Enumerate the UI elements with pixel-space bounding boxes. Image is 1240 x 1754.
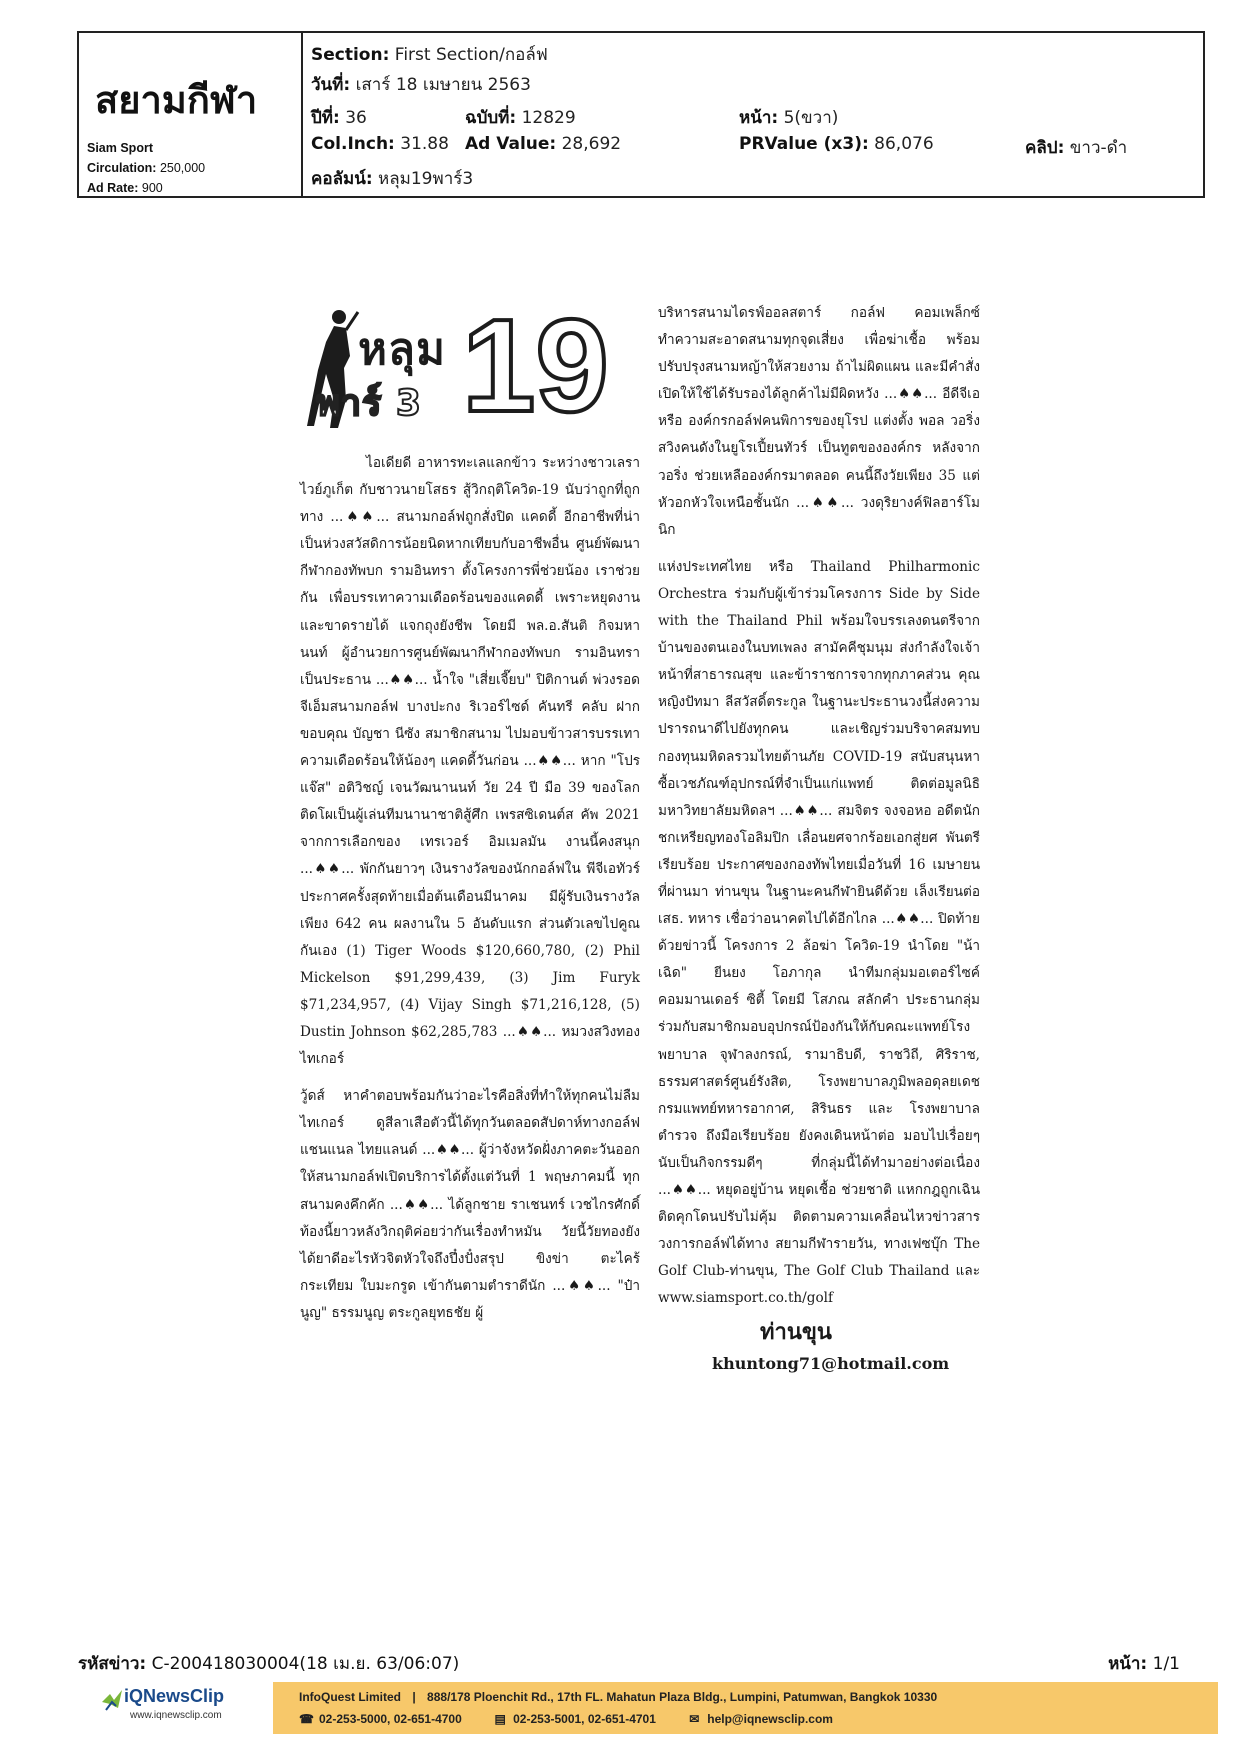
paragraph: วู้ดส์ หาคำตอบพร้อมกันว่าอะไรคือสิ่งที่ทำให้ทุกคนไม่ลืมไทเกอร์ ดูสีลาเสือตัวนี้ได้ทุกวันตลอดสัปดาห์ทางกอล์ฟแชนแนล ไทยแลนด์ ...♠♠... ผู้ว่าจังหวัดฝั่งภาคตะวันออก ให้สนามกอล์ฟเปิดบริการได้ตั้งแต่วันที่ 1 พฤษภาคมนี้ ทุกสนามคงคึกคัก ...♠♠... ได้ลูกชาย ราเชนทร์ เวชไกรศักดิ์ ท้องนี้ยาวหลังวิกฤติค่อยว่ากันเรื่องทำหมัน วัยนี้วัยทองยังได้ยาดีอะไรหัวจิตหัวใจถึงปึ๋งปั๋งสรุป ขิงข่า ตะไคร้ กระเทียม ใบมะกรูด เข้ากันตามตำราดีนัก ...♠♠... "ป๋านูญ" ธรรมนูญ ตระกูลยุทธชัย ผู้ <box>300 1088 640 1321</box>
article-column-left <box>300 450 640 1327</box>
column-logo <box>304 292 609 439</box>
prvalue-field: PRValue (x3): 86,076 <box>739 134 934 154</box>
column-field: คอลัมน์: หลุม19พาร์3 <box>311 169 474 189</box>
clip-field: คลิป: ขาว-ดำ <box>1025 138 1128 158</box>
address: 888/178 Ploenchit Rd., 17th FL. Mahatun Plaza Bldg., Lumpini, Patumwan, Bangkok 10330 <box>427 1690 938 1704</box>
brand-mark-icon <box>100 1688 124 1712</box>
logo-word-hole: หลุม <box>358 324 446 375</box>
paragraph: บริหารสนามไดรฟ์ออลสตาร์ กอล์ฟ คอมเพล็กซ์ ทำความสะอาดสนามทุกจุดเสี่ยง เพื่อฆ่าเชื้อ พร้อมปรับปรุงสนามหญ้าให้สวยงาม ถ้าไม่ผิดแผน และมีคำสั่งเปิดให้ใช้ได้รับรองได้ลูกค้าไม่มีผิดหวัง ...♠♠... อีดีจีเอ หรือ องค์กรกอล์ฟคนพิการของยุโรป แต่งตั้ง พอล วอริ่ง สวิงคนดังในยูโรเปี้ยนทัวร์ เป็นทูตขององค์กร หลังจาก วอริ่ง ช่วยเหลือองค์กรมาตลอด คนนี้ถึงวัยเพียง 35 แต่หัวอกหัวใจเหนือชั้นนัก ...♠♠... วงดุริยางค์ฟิลฮาร์โมนิก <box>658 305 980 538</box>
issue-field: ฉบับที่: 12829 <box>465 108 576 128</box>
ad-rate: Ad Rate: 900 <box>87 181 163 195</box>
brand-logo <box>100 1686 260 1730</box>
author-name: ท่านขุน <box>760 1320 832 1345</box>
mail-icon: ✉ <box>689 1712 700 1726</box>
colinch-field: Col.Inch: 31.88 <box>311 134 449 154</box>
advalue-field: Ad Value: 28,692 <box>465 134 622 154</box>
section-field: Section: First Section/กอล์ฟ <box>311 45 548 65</box>
brand-url: www.iqnewsclip.com <box>130 1710 222 1721</box>
year-field: ปีที่: 36 <box>311 108 367 128</box>
news-code: รหัสข่าว: C-200418030004(18 เม.ย. 63/06:07) <box>78 1654 460 1674</box>
publication-panel <box>79 33 303 196</box>
logo-number: 19 <box>462 292 609 439</box>
logo-word-par: พาร์ 3 <box>316 383 422 424</box>
publication-name: สยามกีฬา <box>95 78 258 122</box>
page-count: หน้า: 1/1 <box>1108 1654 1180 1674</box>
email-contact: ✉ help@iqnewsclip.com <box>689 1712 833 1726</box>
article-column-right <box>658 300 980 1312</box>
date-field: วันที่: เสาร์ 18 เมษายน 2563 <box>311 75 531 95</box>
fax-contact: ▤ 02-253-5001, 02-651-4701 <box>494 1712 656 1726</box>
clipping-details <box>305 33 1203 196</box>
phone-icon: ☎ <box>299 1712 314 1726</box>
company-name: InfoQuest Limited <box>299 1690 401 1704</box>
author-email: khuntong71@hotmail.com <box>712 1354 950 1373</box>
contact-bar <box>273 1682 1218 1734</box>
brand-name: iQNewsClip <box>124 1686 225 1706</box>
paragraph: แห่งประเทศไทย หรือ Thailand Philharmonic Orchestra ร่วมกับผู้เข้าร่วมโครงการ Side by Side with the Thailand Phil พร้อมใจบรรเลงดนตรีจากบ้านของตนเองในบทเพลง สามัคคีชุมนุม ส่งกำลังใจเจ้าหน้าที่สาธารณสุข และข้าราชการจากทุกภาคส่วน คุณหญิงปัทมา ลีสวัสดิ์ตระกูล ในฐานะประธานวงนี้ส่งความปรารถนาดีไปยังทุกคน และเชิญร่วมบริจาคสมทบกองทุนมหิดลรวมไทยต้านภัย COVID-19 สนับสนุนหาซื้อเวชภัณฑ์อุปกรณ์ที่จำเป็นแก่แพทย์ ติดต่อมูลนิธิมหาวิทยาลัยมหิดลฯ ...♠♠... สมจิตร จงจอหอ อดีตนักชกเหรียญทองโอลิมปิก เลื่อนยศจากร้อยเอกสู่ยศ พันตรี เรียบร้อย ประกาศของกองทัพไทยเมื่อวันที่ 16 เมษายนที่ผ่านมา ท่านขุน ในฐานะคนกีฬายินดีด้วย เล็งเรียนต่อ เสธ. ทหาร เชื่อว่าอนาคตไปได้อีกไกล ...♠♠... ปิดท้ายด้วยข่าวนี้ โครงการ 2 ล้อฆ่า โควิด-19 นำโดย "น้าเฉิด" ยีนยง โอภากุล นำทีมกลุ่มมอเตอร์ไซค์ คอมมานเดอร์ ซิตี้ โดยมี โสภณ สลักคำ ประธานกลุ่ม ร่วมกับสมาชิกมอบอุปกรณ์ป้องกันให้กับคณะแพทย์โรงพยาบาล จุฬาลงกรณ์, รามาธิบดี, ราชวิถี, ศิริราช, ธรรมศาสตร์ศูนย์รังสิต, โรงพยาบาลภูมิพลอดุลยเดช กรมแพทย์ทหารอากาศ, สิรินธร และ โรงพยาบาลตำรวจ ถึงมือเรียบร้อย ยังคงเดินหน้าต่อ มอบไปเรื่อยๆ นับเป็นกิจกรรมดีๆ ที่กลุ่มนี้ได้ทำมาอย่างต่อเนื่อง ...♠♠... หยุดอยู่บ้าน หยุดเชื้อ ช่วยชาติ แหกกฎถูกเฉินติดคุกโดนปรับไม่คุ้ม ติดตามความเคลื่อนไหวข่าวสารวงการกอล์ฟได้ทาง สยามกีฬารายวัน, ทางเฟซบุ๊ก The Golf Club-ท่านขุน, The Golf Club Thailand และ www.siamsport.co.th/golf <box>658 558 980 1307</box>
publication-name-en: Siam Sport <box>87 141 153 155</box>
fax-icon: ▤ <box>494 1712 506 1726</box>
clipping-header <box>77 31 1205 198</box>
contact-info <box>299 1712 861 1726</box>
paragraph: ไอเดียดี อาหารทะเลแลกข้าว ระหว่างชาวเลราไวย์ภูเก็ต กับชาวนายโสธร สู้วิกฤติโควิด-19 นับว่าถูกที่ถูกทาง ...♠♠... สนามกอล์ฟถูกสั่งปิด แคดดี้ อีกอาชีพที่น่าเป็นห่วงสวัสดิการน้อยนิดหากเทียบกับอาชีพอื่น ศูนย์พัฒนากีฬากองทัพบก รามอินทรา ตั้งโครงการพี่ช่วยน้อง เราช่วยกัน เพื่อบรรเทาความเดือดร้อนของแคดดี้ เพราะหยุดงานและขาดรายได้ แจกถุงยังชีพ โดยมี พล.อ.สันติ กิจมหานนท์ ผู้อำนวยการศูนย์พัฒนากีฬากองทัพบก รามอินทรา เป็นประธาน ...♠♠... น้ำใจ "เสี่ยเจี๊ยบ" ปิติกานต์ พ่วงรอด จีเอ็มสนามกอล์ฟ บางปะกง ริเวอร์ไซด์ คันทรี คลับ ฝากขอบคุณ บัญชา นีซัง สมาชิกสนาม ไปมอบข้าวสารบรรเทาความเดือดร้อนให้น้องๆ แคดดี้วันก่อน ...♠♠... หาก "โปรแจ๊ส" อติวิชญ์ เจนวัฒนานนท์ วัย 24 ปี มือ 39 ของโลก ติดโผเป็นผู้เล่นทีมนานาชาติสู้ศึก เพรสซิเดนต์ส คัพ 2021 จากการเลือกของ เทรเวอร์ อิมเมลมัน งานนี้คงสนุก ...♠♠... พักกันยาวๆ เงินรางวัลของนักกอล์ฟใน พีจีเอทัวร์ ประกาศครั้งสุดท้ายเมื่อต้นเดือนมีนาคม มีผู้รับเงินรางวัลเพียง 642 คน ผลงานใน 5 อันดับแรก ส่วนตัวเลขไปคูณกันเอง (1) Tiger Woods $120,660,780, (2) Phil Mickelson $91,299,439, (3) Jim Furyk $71,234,957, (4) Vijay Singh $71,216,128, (5) Dustin Johnson $62,285,783 ...♠♠... หมวงสวิงทอง ไทเกอร์ <box>300 455 640 1068</box>
company-address: InfoQuest Limited | 888/178 Ploenchit Rd., 17th FL. Mahatun Plaza Bldg., Lumpini, Patumwan, Bangkok 10330 <box>299 1690 938 1704</box>
news-clipping-article <box>290 292 990 1540</box>
phone-contact: ☎ 02-253-5000, 02-651-4700 <box>299 1712 462 1726</box>
page-field: หน้า: 5(ขวา) <box>739 108 839 128</box>
circulation: Circulation: 250,000 <box>87 161 206 175</box>
